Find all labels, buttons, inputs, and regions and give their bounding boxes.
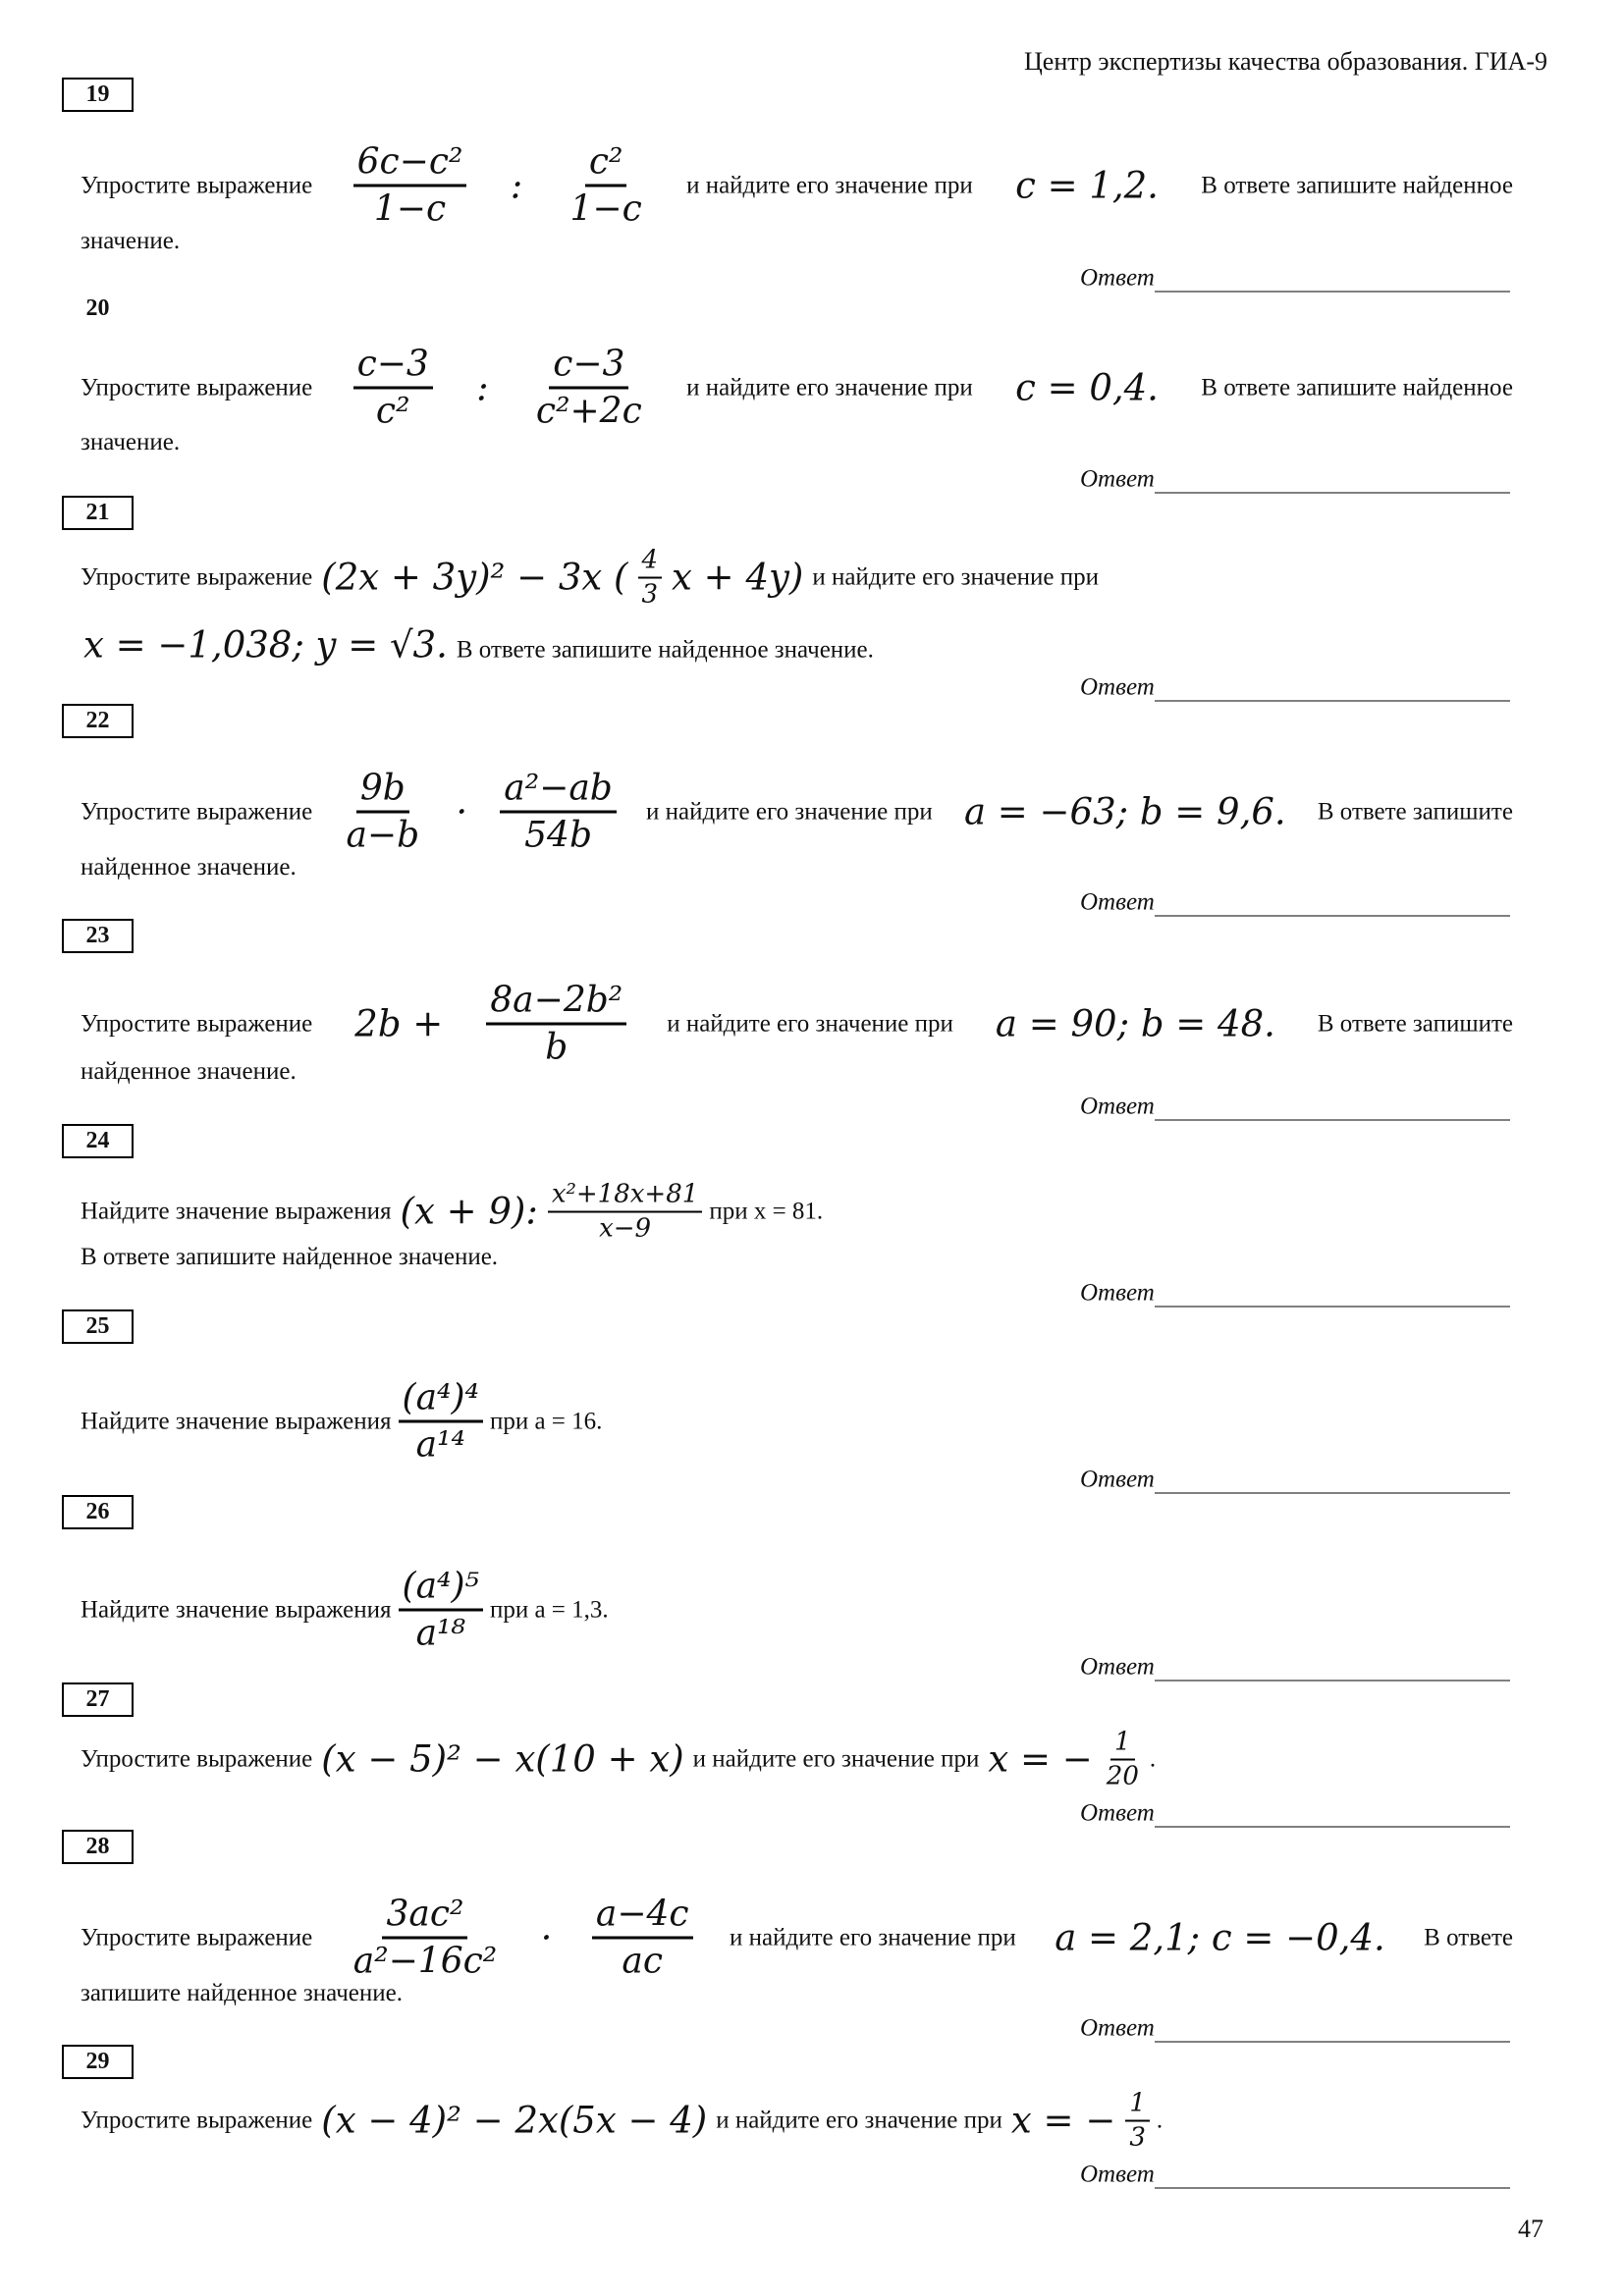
math-expression: · xyxy=(456,790,468,833)
text-segment: Упростите выражение xyxy=(81,374,313,400)
answer-field[interactable] xyxy=(1155,2161,1510,2189)
problem-number: 19 xyxy=(62,78,134,112)
answer-field[interactable] xyxy=(1155,465,1510,494)
math-expression: c = 0,4. xyxy=(1015,366,1159,409)
text-segment: Упростите выражение xyxy=(81,563,313,590)
answer-row xyxy=(1080,888,1510,917)
answer-row xyxy=(1080,673,1510,702)
text-segment: и найдите его значение при xyxy=(812,563,1100,590)
problem-statement-continuation xyxy=(78,854,299,881)
answer-row xyxy=(1080,1466,1510,1494)
problem-number: 29 xyxy=(62,2045,134,2079)
text-segment: и найдите его значение при xyxy=(692,1745,980,1772)
fraction xyxy=(500,767,617,858)
fraction xyxy=(638,545,663,611)
fraction-numerator: x²+18x+81 xyxy=(548,1179,703,1213)
fraction-denominator: 20 xyxy=(1106,1761,1139,1790)
answer-field[interactable] xyxy=(1155,1093,1510,1121)
fraction xyxy=(342,767,423,858)
text-segment: В ответе запишите найденное значение. xyxy=(456,636,874,664)
answer-label: Ответ xyxy=(1080,888,1155,916)
text-segment: В ответе запишите найденное значение. xyxy=(81,1244,499,1270)
fraction-numerator: (a⁴)⁴ xyxy=(399,1376,483,1423)
fraction xyxy=(353,343,433,434)
problem-statement-line xyxy=(78,1376,1516,1468)
fraction-denominator: x−9 xyxy=(599,1213,652,1243)
answer-row xyxy=(1080,465,1510,494)
fraction-denominator: a¹⁴ xyxy=(415,1424,465,1466)
answer-field[interactable] xyxy=(1155,1466,1510,1494)
answer-field[interactable] xyxy=(1155,264,1510,293)
fraction-denominator: a²−16c² xyxy=(352,1941,498,1982)
fraction-denominator: c²+2c xyxy=(535,391,642,432)
answer-field[interactable] xyxy=(1155,2014,1510,2043)
fraction-numerator: a²−ab xyxy=(500,767,617,814)
fraction-denominator: c² xyxy=(375,391,410,432)
problem-statement-continuation xyxy=(78,429,183,456)
text-segment: В ответе запишите найденное xyxy=(1201,172,1513,198)
problem-number: 25 xyxy=(62,1309,134,1344)
problem-number: 23 xyxy=(62,919,134,953)
text-segment: В ответе xyxy=(1424,1924,1513,1950)
fraction-numerator: (a⁴)⁵ xyxy=(399,1565,483,1612)
math-expression: 2b + xyxy=(354,1002,444,1045)
text-segment: найденное значение. xyxy=(81,854,297,881)
problem-number: 26 xyxy=(62,1495,134,1529)
text-segment: и найдите его значение при xyxy=(730,1924,1016,1950)
answer-row xyxy=(1080,1093,1510,1121)
math-expression: c = 1,2. xyxy=(1015,164,1159,207)
text-segment: значение. xyxy=(81,228,181,254)
answer-label: Ответ xyxy=(1080,2014,1155,2042)
math-expression: (2x + 3y)² − 3x ( xyxy=(321,556,628,599)
fraction xyxy=(548,1179,703,1245)
text-segment: . xyxy=(1149,1745,1157,1772)
fraction-numerator: 4 xyxy=(638,545,663,579)
answer-label: Ответ xyxy=(1080,1653,1155,1681)
fraction-numerator: 1 xyxy=(1110,1727,1135,1761)
fraction-numerator: 8a−2b² xyxy=(486,979,626,1026)
problem-statement-continuation xyxy=(78,1058,299,1086)
text-segment: Упростите выражение xyxy=(81,2107,313,2133)
problem-statement-continuation xyxy=(78,228,183,255)
text-segment: В ответе запишите найденное xyxy=(1201,374,1513,400)
text-segment: запишите найденное значение. xyxy=(81,1980,404,2006)
problem-number: 24 xyxy=(62,1124,134,1158)
text-segment: В ответе запишите xyxy=(1317,798,1513,825)
fraction-numerator: c−3 xyxy=(549,343,628,390)
problem-statement-line xyxy=(78,1893,1516,1984)
answer-field[interactable] xyxy=(1155,1279,1510,1308)
fraction xyxy=(350,1893,501,1984)
fraction-denominator: 1−c xyxy=(373,188,447,230)
answer-label: Ответ xyxy=(1080,1466,1155,1493)
fraction-numerator: a−4c xyxy=(592,1893,693,1940)
problem-statement-continuation xyxy=(78,1244,501,1271)
answer-row xyxy=(1080,2161,1510,2189)
problem-statement-continuation xyxy=(78,624,877,667)
fraction-denominator: 3 xyxy=(1129,2122,1146,2152)
problem-number: 21 xyxy=(62,496,134,530)
math-expression: a = 90; b = 48. xyxy=(995,1002,1275,1045)
text-segment: Найдите значение выражения xyxy=(81,1596,392,1623)
answer-label: Ответ xyxy=(1080,1279,1155,1307)
problem-statement-line xyxy=(78,1565,1516,1656)
page-header: Центр экспертизы качества образования. ГИА-9 xyxy=(1024,47,1547,76)
text-segment: и найдите его значение при xyxy=(667,1010,953,1037)
math-expression: · xyxy=(540,1916,553,1959)
page-number: 47 xyxy=(1518,2215,1543,2243)
answer-label: Ответ xyxy=(1080,264,1155,292)
problem-statement-line xyxy=(78,343,1516,434)
problem-statement-line xyxy=(78,1727,1516,1792)
problem-statement-line xyxy=(78,767,1516,858)
math-expression: : xyxy=(510,164,523,207)
text-segment: Упростите выражение xyxy=(81,172,313,198)
fraction-numerator: c−3 xyxy=(353,343,433,390)
text-segment: Упростите выражение xyxy=(81,1924,313,1950)
fraction-numerator: 6c−c² xyxy=(353,140,467,187)
problem-number: 20 xyxy=(85,295,110,321)
text-segment: Упростите выражение xyxy=(81,798,313,825)
fraction-denominator: 54b xyxy=(524,815,592,856)
text-segment: Найдите значение выражения xyxy=(81,1408,392,1434)
text-segment: при a = 1,3. xyxy=(489,1596,609,1623)
text-segment: значение. xyxy=(81,429,181,455)
text-segment: и найдите его значение при xyxy=(716,2107,1002,2133)
fraction xyxy=(486,979,626,1070)
answer-field[interactable] xyxy=(1155,888,1510,917)
math-expression: (x + 9): xyxy=(400,1190,538,1233)
math-expression: x + 4y) xyxy=(672,556,804,599)
fraction-numerator: 1 xyxy=(1125,2088,1150,2122)
text-segment: при x = 81. xyxy=(709,1198,824,1224)
problem-number: 22 xyxy=(62,704,134,738)
fraction-denominator: b xyxy=(545,1027,568,1068)
math-expression: (x − 4)² − 2x(5x − 4) xyxy=(321,2099,708,2142)
math-expression: : xyxy=(476,366,489,409)
answer-label: Ответ xyxy=(1080,1799,1155,1827)
text-segment: . xyxy=(1156,2107,1164,2133)
fraction-denominator: ac xyxy=(622,1941,664,1982)
answer-row xyxy=(1080,1799,1510,1828)
fraction-denominator: 1−c xyxy=(569,188,642,230)
problem-statement-line xyxy=(78,1179,1516,1245)
text-segment: Упростите выражение xyxy=(81,1010,313,1037)
math-expression: a = −63; b = 9,6. xyxy=(963,790,1286,833)
fraction xyxy=(567,140,646,232)
answer-field[interactable] xyxy=(1155,1799,1510,1828)
math-expression: (x − 5)² − x(10 + x) xyxy=(321,1737,684,1781)
answer-row xyxy=(1080,2014,1510,2043)
math-expression: x = −1,038; y = √3. xyxy=(83,623,448,667)
answer-label: Ответ xyxy=(1080,1093,1155,1120)
answer-row xyxy=(1080,264,1510,293)
text-segment: при a = 16. xyxy=(489,1408,603,1434)
answer-field[interactable] xyxy=(1155,1653,1510,1682)
math-expression: a = 2,1; c = −0,4. xyxy=(1055,1916,1385,1959)
math-expression: x = − xyxy=(988,1737,1093,1781)
text-segment: Найдите значение выражения xyxy=(81,1198,392,1224)
problem-number: 28 xyxy=(62,1830,134,1864)
fraction-numerator: c² xyxy=(585,140,627,187)
text-segment: и найдите его значение при xyxy=(686,172,973,198)
fraction xyxy=(592,1893,693,1984)
fraction-denominator: 3 xyxy=(641,579,659,609)
fraction xyxy=(1103,1727,1143,1792)
problem-statement-line xyxy=(78,545,1516,611)
fraction-denominator: a¹⁸ xyxy=(415,1613,465,1654)
answer-row xyxy=(1080,1653,1510,1682)
fraction-denominator: a−b xyxy=(346,815,420,856)
fraction-numerator: 3ac² xyxy=(382,1893,467,1940)
fraction xyxy=(532,343,646,434)
problem-statement-continuation xyxy=(78,1980,406,2007)
problem-statement-line xyxy=(78,979,1516,1070)
math-expression: x = − xyxy=(1010,2099,1116,2142)
text-segment: и найдите его значение при xyxy=(646,798,933,825)
text-segment: В ответе запишите xyxy=(1317,1010,1513,1037)
fraction xyxy=(399,1565,483,1656)
fraction xyxy=(399,1376,483,1468)
answer-label: Ответ xyxy=(1080,465,1155,493)
fraction xyxy=(1125,2088,1150,2154)
answer-field[interactable] xyxy=(1155,673,1510,702)
text-segment: Упростите выражение xyxy=(81,1745,313,1772)
text-segment: найденное значение. xyxy=(81,1058,297,1085)
fraction xyxy=(353,140,467,232)
answer-label: Ответ xyxy=(1080,2161,1155,2188)
text-segment: и найдите его значение при xyxy=(686,374,973,400)
problem-statement-line xyxy=(78,2088,1516,2154)
problem-number: 27 xyxy=(62,1682,134,1717)
answer-label: Ответ xyxy=(1080,673,1155,701)
fraction-numerator: 9b xyxy=(356,767,409,814)
answer-row xyxy=(1080,1279,1510,1308)
problem-statement-line xyxy=(78,140,1516,232)
